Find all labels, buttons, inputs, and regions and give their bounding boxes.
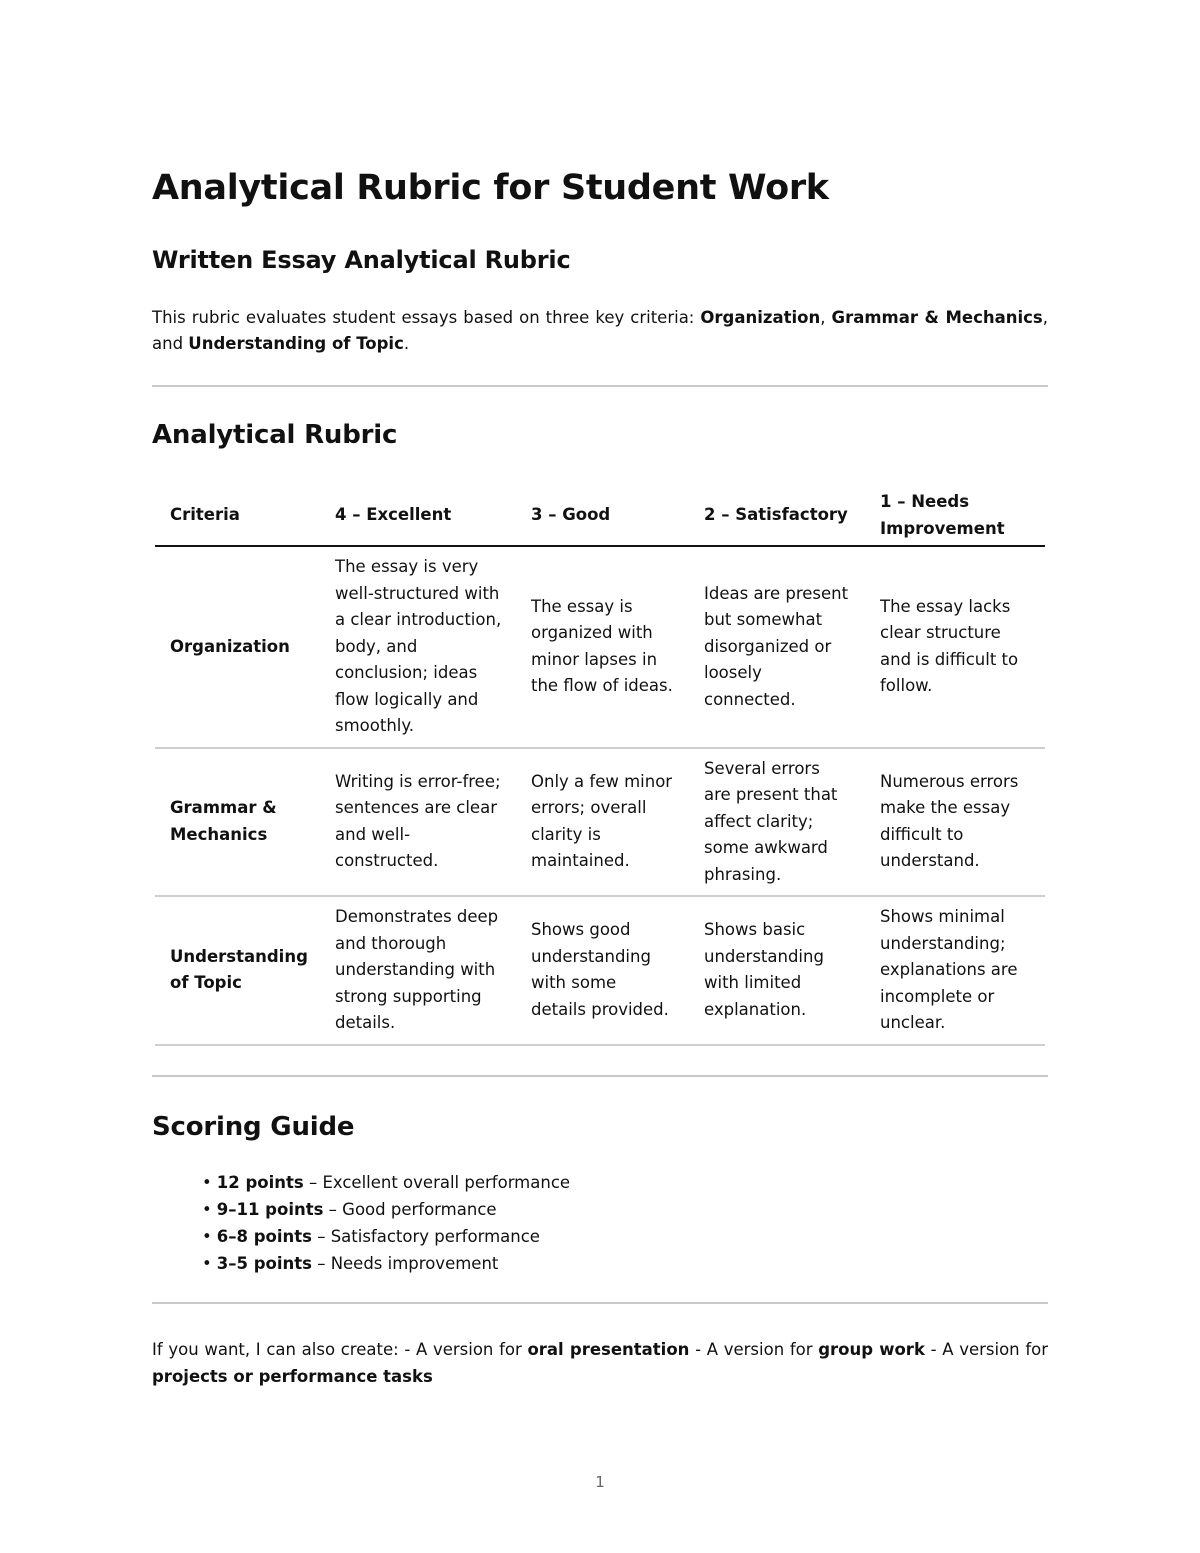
table-row xyxy=(155,748,1045,897)
rubric-cell: Shows basic understanding with limited explanation. xyxy=(689,896,865,1045)
table-row xyxy=(155,896,1045,1045)
bullet: • xyxy=(202,1227,212,1246)
criterion-cell: Understanding of Topic xyxy=(155,896,320,1045)
rubric-cell: The essay is very well-structured with a clear introduction, body, and conclusion; ideas flow logically and smoothly. xyxy=(320,546,516,748)
rubric-cell: Only a few minor errors; overall clarity is maintained. xyxy=(516,748,689,897)
divider xyxy=(152,1302,1048,1304)
rubric-table xyxy=(155,484,1045,1046)
points-description: – Needs improvement xyxy=(311,1254,499,1273)
closing-text: - A version for xyxy=(924,1340,1049,1359)
table-row xyxy=(155,546,1045,748)
column-header-criteria: Criteria xyxy=(155,484,320,546)
column-header-needs-improvement: 1 – Needs Improvement xyxy=(865,484,1045,546)
list-item xyxy=(202,1250,570,1277)
page-number: 1 xyxy=(595,1473,605,1491)
document-subtitle: Written Essay Analytical Rubric xyxy=(152,246,571,274)
points-description: – Satisfactory performance xyxy=(311,1227,540,1246)
rubric-cell: The essay lacks clear structure and is difficult to follow. xyxy=(865,546,1045,748)
option-group-work: group work xyxy=(818,1340,925,1359)
rubric-cell: Ideas are present but somewhat disorganized or loosely connected. xyxy=(689,546,865,748)
column-header-excellent: 4 – Excellent xyxy=(320,484,516,546)
rubric-cell: Demonstrates deep and thorough understanding with strong supporting details. xyxy=(320,896,516,1045)
intro-criterion-grammar: Grammar & Mechanics xyxy=(831,308,1043,327)
list-item xyxy=(202,1196,570,1223)
rubric-cell: Numerous errors make the essay difficult to understand. xyxy=(865,748,1045,897)
intro-paragraph xyxy=(152,305,1048,357)
rubric-cell: Several errors are present that affect clarity; some awkward phrasing. xyxy=(689,748,865,897)
column-header-good: 3 – Good xyxy=(516,484,689,546)
bullet: • xyxy=(202,1173,212,1192)
divider xyxy=(152,1075,1048,1077)
bullet: • xyxy=(202,1254,212,1273)
document-title: Analytical Rubric for Student Work xyxy=(152,168,829,208)
points-label: 9–11 points xyxy=(216,1200,324,1219)
points-description: – Excellent overall performance xyxy=(303,1173,571,1192)
intro-end: . xyxy=(403,334,410,353)
option-oral-presentation: oral presentation xyxy=(527,1340,690,1359)
intro-criterion-understanding: Understanding of Topic xyxy=(188,334,404,353)
points-description: – Good performance xyxy=(323,1200,497,1219)
scoring-heading: Scoring Guide xyxy=(152,1112,355,1142)
intro-text: This rubric evaluates student essays based on three key criteria: xyxy=(152,308,701,327)
rubric-cell: Writing is error-free; sentences are clear and well-constructed. xyxy=(320,748,516,897)
intro-separator: , and xyxy=(152,308,1048,353)
intro-separator: , xyxy=(820,308,832,327)
column-header-satisfactory: 2 – Satisfactory xyxy=(689,484,865,546)
criterion-cell: Grammar & Mechanics xyxy=(155,748,320,897)
points-label: 6–8 points xyxy=(216,1227,312,1246)
rubric-cell: Shows minimal understanding; explanations are incomplete or unclear. xyxy=(865,896,1045,1045)
scoring-list xyxy=(202,1169,570,1277)
points-label: 12 points xyxy=(216,1173,304,1192)
divider xyxy=(152,385,1048,387)
list-item xyxy=(202,1223,570,1250)
bullet: • xyxy=(202,1200,212,1219)
closing-paragraph xyxy=(152,1336,1048,1390)
intro-criterion-organization: Organization xyxy=(700,308,821,327)
closing-text: - A version for xyxy=(689,1340,819,1359)
rubric-cell: The essay is organized with minor lapses in the flow of ideas. xyxy=(516,546,689,748)
rubric-heading: Analytical Rubric xyxy=(152,420,398,450)
list-item xyxy=(202,1169,570,1196)
rubric-header-row xyxy=(155,484,1045,546)
option-projects: projects or performance tasks xyxy=(152,1367,433,1386)
criterion-cell: Organization xyxy=(155,546,320,748)
closing-text: If you want, I can also create: - A version for xyxy=(152,1340,528,1359)
points-label: 3–5 points xyxy=(216,1254,312,1273)
rubric-cell: Shows good understanding with some details provided. xyxy=(516,896,689,1045)
